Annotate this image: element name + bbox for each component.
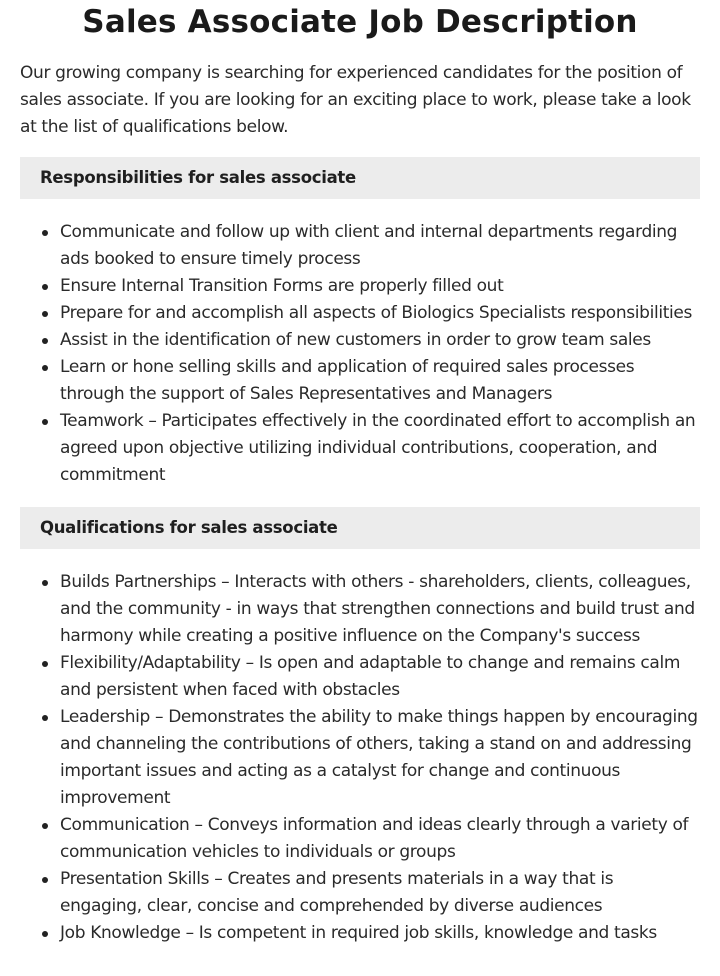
list-item: Leadership – Demonstrates the ability to make things happen by encouraging and channeling the contributions of others, taking a stand on and addressing important issues and acting as a catalyst for change and continuous improvement bbox=[60, 704, 700, 812]
list-item: Assist in the identification of new customers in order to grow team sales bbox=[60, 327, 700, 354]
list-item: Ensure Internal Transition Forms are properly filled out bbox=[60, 273, 700, 300]
list-item: Communication – Conveys information and ideas clearly through a variety of communication vehicles to individuals or groups bbox=[60, 812, 700, 866]
list-item: Communicate and follow up with client and internal departments regarding ads booked to ensure timely process bbox=[60, 219, 700, 273]
responsibilities-heading: Responsibilities for sales associate bbox=[20, 157, 700, 199]
list-item: Learn or hone selling skills and application of required sales processes through the support of Sales Representatives and Managers bbox=[60, 354, 700, 408]
qualifications-list bbox=[20, 569, 700, 947]
responsibilities-list bbox=[20, 219, 700, 489]
list-item: Teamwork – Participates effectively in the coordinated effort to accomplish an agreed upon objective utilizing individual contributions, cooperation, and commitment bbox=[60, 408, 700, 489]
list-item: Job Knowledge – Is competent in required job skills, knowledge and tasks bbox=[60, 920, 700, 947]
qualifications-heading: Qualifications for sales associate bbox=[20, 507, 700, 549]
list-item: Presentation Skills – Creates and presents materials in a way that is engaging, clear, concise and comprehended by diverse audiences bbox=[60, 866, 700, 920]
page-title: Sales Associate Job Description bbox=[82, 4, 638, 40]
list-item: Flexibility/Adaptability – Is open and adaptable to change and remains calm and persistent when faced with obstacles bbox=[60, 650, 700, 704]
list-item: Prepare for and accomplish all aspects of Biologics Specialists responsibilities bbox=[60, 300, 700, 327]
list-item: Builds Partnerships – Interacts with others - shareholders, clients, colleagues, and the community - in ways that strengthen connections and build trust and harmony while creating a positive influence on the Company's success bbox=[60, 569, 700, 650]
intro-paragraph: Our growing company is searching for experienced candidates for the position of sales associate. If you are looking for an exciting place to work, please take a look at the list of qualifications below. bbox=[20, 63, 691, 137]
